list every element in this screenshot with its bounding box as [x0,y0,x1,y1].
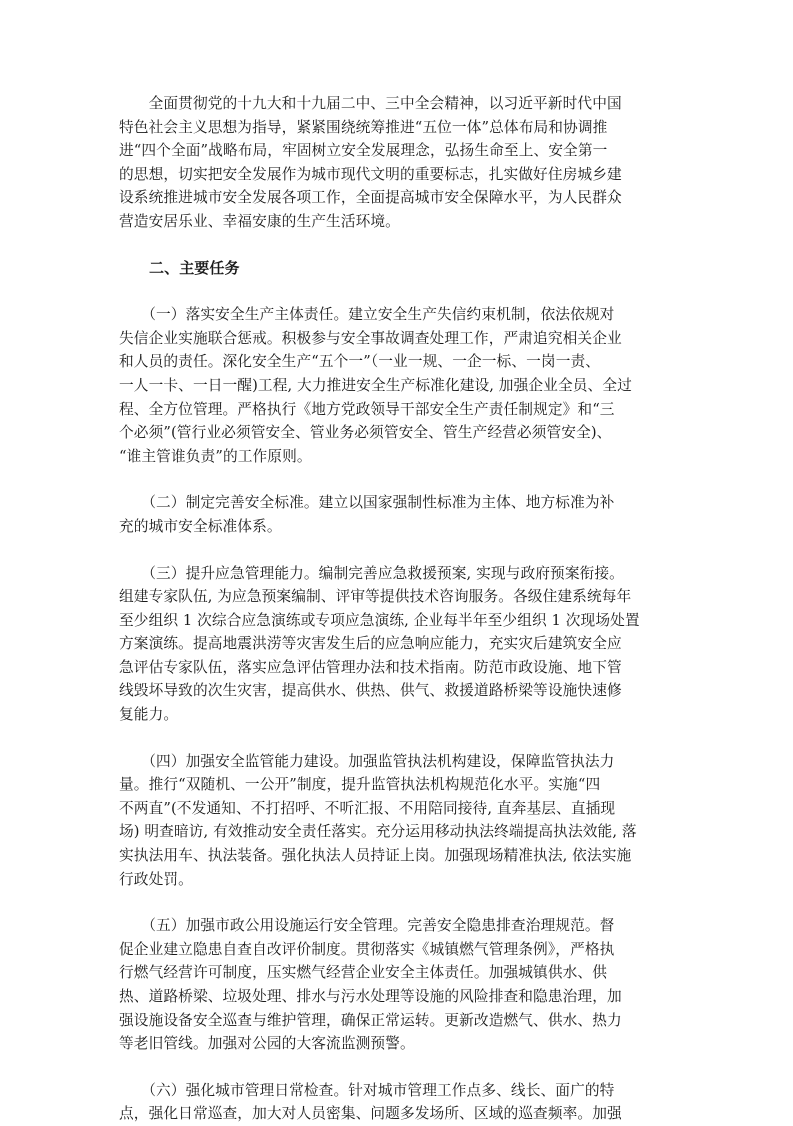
text-line: 热、道路桥梁、垃圾处理、排水与污水处理等设施的风险排查和隐患治理，加 [119,988,622,1005]
intro-paragraph [119,92,679,234]
task-paragraph-3 [119,562,679,727]
text-line: 的思想，切实把安全发展作为城市现代文明的重要标志，扎实做好住房城乡建 [119,165,622,183]
text-line: “谁主管谁负责”的工作原则。 [119,447,312,465]
task-paragraph-6 [119,1079,679,1126]
text-line: 设系统推进城市安全发展各项工作，全面提高城市安全保障水平，为人民群众 [119,189,622,207]
text-line: 特色社会主义思想为指导，紧紧围绕统筹推进“五位一体”总体布局和协调推 [119,118,608,136]
text-line: 全面贯彻党的十九大和十九届二中、三中全会精神，以习近平新时代中国 [119,95,622,112]
task-paragraph-4 [119,750,679,892]
text-line: 实执法用车、执法装备。强化执法人员持证上岗。加强现场精准执法, 依法实施 [119,847,632,865]
text-line: （二）制定完善安全标准。建立以国家强制性标准为主体、地方标准为补 [119,494,615,512]
text-line: 复能力。 [119,706,179,724]
text-line: 急评估专家队伍，落实应急评估管理办法和技术指南。防范市政设施、地下管 [119,658,622,676]
text-line: 点，强化日常巡查，加大对人员密集、问题多发场所、区域的巡查频率。加强 [119,1105,622,1123]
paragraph-gap [119,468,679,491]
text-line: 和人员的责任。深化安全生产“五个一”（一业一规、一企一标、一岗一责、 [119,353,601,371]
text-line: 等老旧管线。加强对公园的大客流监测预警。 [119,1035,415,1053]
text-line: 行燃气经营许可制度，压实燃气经营企业安全主体责任。加强城镇供水、供 [119,964,607,982]
text-line: 个必须”(管行业必须管安全、管业务必须管安全、管生产经营必须管安全)、 [119,424,612,442]
text-line: 线毁坏导致的次生灾害，提高供水、供热、供气、救援道路桥梁等设施快速修 [119,682,622,700]
text-line: 营造安居乐业、幸福安康的生产生活环境。 [119,212,400,230]
task-paragraph-5 [119,914,679,1056]
text-line: （六）强化城市管理日常检查。针对城市管理工作点多、线长、面广的特 [119,1081,615,1099]
text-line: 强设施设备安全巡查与维护管理，确保正常运转。更新改造燃气、供水、热力 [119,1011,622,1029]
text-line: 场) 明查暗访, 有效推动安全责任落实。充分运用移动执法终端提高执法效能, 落 [119,823,637,841]
paragraph-gap [119,1056,679,1079]
text-line: 一人一卡、一日一醒)工程, 大力推进安全生产标准化建设, 加强企业全员、全过 [119,376,632,394]
text-line: （三）提升应急管理能力。编制完善应急救援预案, 实现与政府预案衔接。 [119,564,624,582]
text-line: 组建专家队伍, 为应急预案编制、评审等提供技术咨询服务。各级住建系统每年 [119,588,632,606]
text-line: 行政处罚。 [119,870,193,888]
text-line: （五）加强市政公用设施运行安全管理。完善安全隐患排查治理规范。督 [119,917,615,935]
paragraph-gap [119,727,679,750]
text-line: 量。推行“双随机、一公开”制度，提升监管执法机构规范化水平。实施“四 [119,776,601,794]
section-heading: 二、主要任务 [149,258,240,277]
text-line: （四）加强安全监管能力建设。加强监管执法机构建设，保障监管执法力 [119,752,615,770]
text-line: 不两直”(不发通知、不打招呼、不听汇报、不用陪同接待, 直奔基层、直插现 [119,799,616,817]
text-line: 失信企业实施联合惩戒。积极参与安全事故调查处理工作，严肃追究相关企业 [119,329,622,347]
paragraph-gap [119,891,679,914]
paragraph-gap [119,280,679,303]
text-line: 促企业建立隐患自查自改评价制度。贯彻落实《城镇燃气管理条例》，严格执 [119,940,615,958]
paragraph-gap [119,234,679,257]
text-line: 方案演练。提高地震洪涝等灾害发生后的应急响应能力，充实灾后建筑安全应 [119,635,622,653]
task-paragraph-2 [119,491,679,538]
paragraph-gap [119,539,679,562]
text-line: （一）落实安全生产主体责任。建立安全生产失信约束机制，依法依规对 [119,306,615,324]
task-paragraph-1 [119,303,679,468]
text-line: 充的城市安全标准体系。 [119,517,282,535]
text-line: 至少组织 1 次综合应急演练或专项应急演练, 企业每半年至少组织 1 次现场处置 [119,611,640,629]
text-line: 进“四个全面”战略布局，牢固树立安全发展理念，弘扬生命至上、安全第一 [119,142,608,160]
document-body [119,92,679,1126]
text-line: 程、全方位管理。严格执行《地方党政领导干部安全生产责任制规定》和“三 [119,400,615,418]
